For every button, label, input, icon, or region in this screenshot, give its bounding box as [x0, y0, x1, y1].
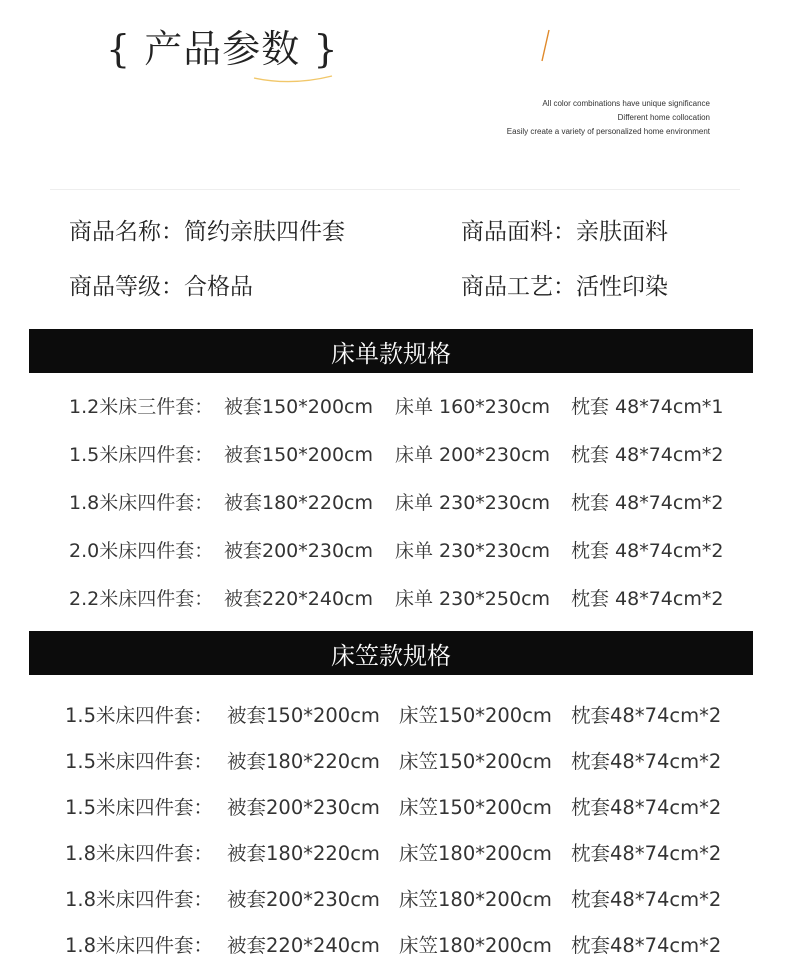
spec-duvet: 被套220*240cm — [224, 588, 373, 610]
spec-duvet: 被套220*240cm — [227, 934, 380, 957]
spec-size: 1.5米床四件套： — [69, 444, 214, 466]
tagline — [507, 97, 710, 139]
spec-sheet: 床笠180*200cm — [399, 888, 552, 911]
spec-pillow: 枕套 48*74cm*1 — [571, 396, 724, 418]
title-underline-decoration — [252, 72, 334, 84]
fitted-section-banner: 床笠款规格 — [29, 631, 753, 675]
spec-size: 1.8米床四件套： — [65, 934, 214, 957]
spec-duvet: 被套200*230cm — [224, 540, 373, 562]
spec-size: 1.8米床四件套： — [65, 888, 214, 911]
spec-pillow: 枕套48*74cm*2 — [571, 704, 722, 727]
param-label: 商品等级： — [69, 274, 184, 300]
param-label: 商品面料： — [461, 219, 576, 245]
spec-sheet: 床笠150*200cm — [399, 704, 552, 727]
tagline-line: Easily create a variety of personalized home environment — [506, 127, 710, 136]
param-product-name — [69, 213, 345, 246]
spec-sheet: 床单 160*230cm — [395, 396, 551, 418]
spec-size: 1.5米床四件套： — [65, 750, 214, 773]
spec-pillow: 枕套 48*74cm*2 — [571, 444, 724, 466]
spec-pillow: 枕套 48*74cm*2 — [571, 588, 724, 610]
spec-size: 1.8米床四件套： — [65, 842, 214, 865]
spec-sheet: 床笠150*200cm — [399, 750, 552, 773]
spec-pillow: 枕套 48*74cm*2 — [571, 492, 724, 514]
spec-pillow: 枕套48*74cm*2 — [571, 796, 722, 819]
spec-size: 1.2米床三件套： — [69, 396, 214, 418]
spec-pillow: 枕套48*74cm*2 — [571, 842, 722, 865]
spec-duvet: 被套150*200cm — [224, 396, 373, 418]
spec-size: 1.5米床四件套： — [65, 704, 214, 727]
param-value: 合格品 — [184, 274, 253, 300]
header-divider — [50, 189, 740, 190]
param-grade — [69, 268, 253, 301]
spec-sheet: 床单 230*250cm — [395, 588, 551, 610]
spec-pillow: 枕套48*74cm*2 — [571, 934, 722, 957]
spec-pillow: 枕套48*74cm*2 — [571, 750, 722, 773]
param-label: 商品工艺： — [461, 274, 576, 300]
spec-duvet: 被套150*200cm — [227, 704, 380, 727]
spec-pillow: 枕套 48*74cm*2 — [571, 540, 724, 562]
param-value: 亲肤面料 — [576, 219, 668, 245]
spec-duvet: 被套180*220cm — [227, 750, 380, 773]
tagline-line: All color combinations have unique significance — [542, 99, 710, 108]
spec-duvet: 被套150*200cm — [224, 444, 373, 466]
accent-slash-decoration — [538, 28, 552, 64]
param-value: 简约亲肤四件套 — [184, 219, 345, 245]
param-craft — [461, 268, 668, 301]
spec-size: 2.2米床四件套： — [69, 588, 214, 610]
spec-sheet: 床单 230*230cm — [395, 540, 551, 562]
spec-sheet: 床单 230*230cm — [395, 492, 551, 514]
param-fabric — [461, 213, 668, 246]
spec-pillow: 枕套48*74cm*2 — [571, 888, 722, 911]
spec-sheet: 床笠180*200cm — [399, 934, 552, 957]
spec-size: 1.5米床四件套： — [65, 796, 214, 819]
spec-size: 2.0米床四件套： — [69, 540, 214, 562]
spec-duvet: 被套180*220cm — [224, 492, 373, 514]
spec-sheet: 床笠180*200cm — [399, 842, 552, 865]
tagline-line: Different home collocation — [617, 113, 710, 122]
spec-sheet: 床笠150*200cm — [399, 796, 552, 819]
param-value: 活性印染 — [576, 274, 668, 300]
spec-duvet: 被套200*230cm — [227, 888, 380, 911]
spec-sheet: 床单 200*230cm — [395, 444, 551, 466]
param-label: 商品名称： — [69, 219, 184, 245]
spec-duvet: 被套180*220cm — [227, 842, 380, 865]
sheet-section-banner: 床单款规格 — [29, 329, 753, 373]
spec-duvet: 被套200*230cm — [227, 796, 380, 819]
spec-size: 1.8米床四件套： — [69, 492, 214, 514]
page-title: { 产品参数 } — [106, 27, 339, 71]
